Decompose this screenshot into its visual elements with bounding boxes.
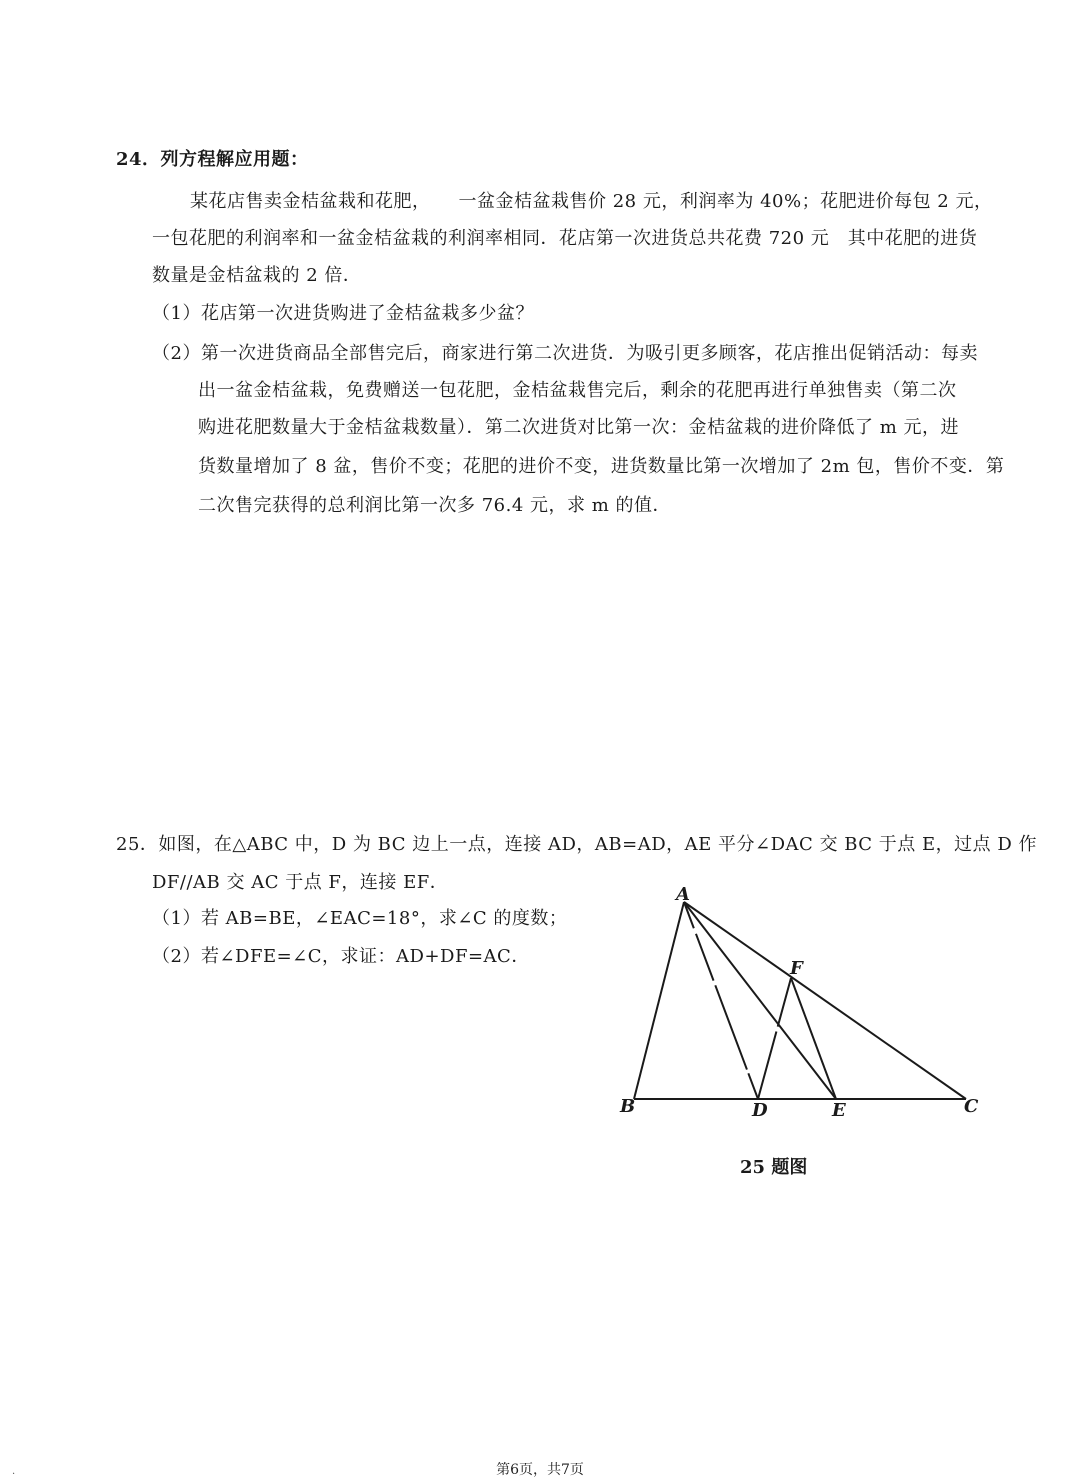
label-d: D (752, 1100, 768, 1121)
q25-line-1: 25．如图，在△ABC 中，D 为 BC 边上一点，连接 AD，AB=AD，AE 平分∠DAC 交 BC 于点 E，过点 D 作 (116, 834, 1038, 855)
q24-part-2-line-1: （2）第一次进货商品全部售完后，商家进行第二次进货．为吸引更多顾客，花店推出促销活动：每卖 (152, 343, 978, 364)
q24-para-line-2: 一包花肥的利润率和一盆金桔盆栽的利润率相同．花店第一次进货总共花费 720 元 其中花肥的进货 (152, 228, 978, 249)
q24-para-line-3: 数量是金桔盆栽的 2 倍． (152, 265, 362, 286)
figure-caption: 25 题图 (740, 1157, 808, 1178)
q24-header: 24．列方程解应用题： (116, 149, 309, 170)
segment-df (758, 978, 791, 1099)
label-a: A (676, 884, 690, 905)
q24-part-1: （1）花店第一次进货购进了金桔盆栽多少盆？ (152, 303, 534, 324)
label-c: C (964, 1096, 979, 1117)
label-b: B (620, 1096, 636, 1117)
q25-part-1: （1）若 AB=BE，∠EAC=18°，求∠C 的度数； (152, 908, 568, 929)
q24-part-2-line-4: 货数量增加了 8 盆，售价不变；花肥的进价不变，进货数量比第一次增加了 2m 包，售价不变．第 (198, 456, 1005, 477)
label-e: E (832, 1100, 846, 1121)
q24-para-line-1: 某花店售卖金桔盆栽和花肥， 一盆金桔盆栽售价 28 元，利润率为 40%；花肥进价每包 2 元， (190, 191, 993, 212)
triangle-figure (600, 880, 1000, 1140)
q24-part-2-line-3: 购进花肥数量大于金桔盆栽数量）．第二次进货对比第一次：金桔盆栽的进价降低了 m 元，进 (198, 417, 960, 438)
segment-ab (634, 902, 684, 1099)
corner-mark: . (12, 1466, 16, 1477)
segment-ef (791, 978, 836, 1099)
q24-part-2-line-2: 出一盆金桔盆栽，免费赠送一包花肥，金桔盆栽售完后，剩余的花肥再进行单独售卖（第二次 (198, 380, 957, 401)
label-f: F (790, 958, 803, 979)
segment-ae (684, 902, 836, 1099)
q24-part-2-line-5: 二次售完获得的总利润比第一次多 76.4 元，求 m 的值． (198, 495, 672, 516)
q25-part-2: （2）若∠DFE=∠C，求证：AD+DF=AC． (152, 946, 530, 967)
segment-ad (684, 902, 758, 1099)
q25-line-2: DF//AB 交 AC 于点 F，连接 EF． (152, 872, 449, 893)
page-footer: 第6页，共7页 (496, 1462, 584, 1478)
